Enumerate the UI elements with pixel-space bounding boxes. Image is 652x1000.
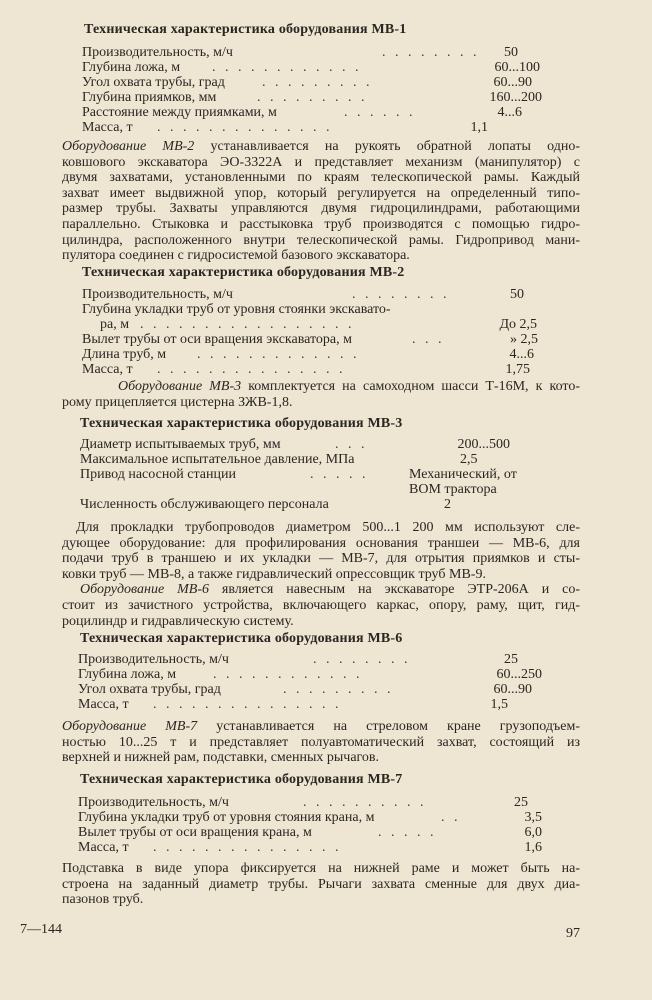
row-value: 60...100 (494, 60, 540, 75)
row-label: Масса, т (78, 697, 129, 712)
mv6-title: Техническая характеристика оборудования МВ-6 (80, 631, 403, 646)
text-line: Для прокладки трубопроводов диаметром 500...1 200 мм используют сле- (76, 520, 580, 535)
row-value: 50 (504, 45, 518, 60)
row-value: 1,75 (505, 362, 530, 377)
row-label: Максимальное испытательное давление, МПа (80, 452, 355, 467)
mv3-title: Техническая характеристика оборудования МВ-3 (80, 416, 403, 431)
text-line: ковшового экскаватора ЭО-3322А и представляет механизм (манипулятор) с (62, 154, 580, 170)
row-label: Численность обслуживающего персонала (80, 497, 329, 512)
row-label: Угол охвата трубы, град (82, 75, 225, 90)
text-line: стоит из зачистного устройства, включающего каркас, опору, раму, щит, гид- (62, 597, 580, 613)
document-page: Техническая характеристика оборудования МВ-1 Производительность, м/ч . . . . . . . . 50 Глубина ложа, м . . . . . . . . . . . . 60...100 Угол охвата трубы, град . . . . . . . . . 60...90 Глубина приямков, мм . . . . . . . . . 160...200 Расстояние между приямками, м . . . . . . 4...6 Масса, т . . . . . . . . . . . . . . 1,1 Оборудование МВ-2 устанавливается на рукоять обратной лопаты одно- ковшового экскаватора ЭО-3322А и представляет механизм (манипулятор) с двумя захватами, установленными по краям телескопической рамы. Каждый захват имеет выдвижной упор, который регулируется на определенный типо- размер трубы. Захваты управляются двумя гидроцилиндрами, работающими параллельно. Стыковка и расстыковка труб производятся с помощью гидро- цилиндра, расположенного внутри телескопической рамы. Гидропривод мани- пулятора соединен с гидросистемой базового экскаватора. Техническая характеристика оборудования МВ-2 Производительность, м/ч . . . . . . . . 50 Глубина укладки труб от уровня стоянки экскавато- ра, м . . . . . . . . . . . . . . . . . До 2,5 Вылет трубы от оси вращения экскаватора, м . . . » 2,5 Длина труб, м . . . . . . . . . . . . . 4...6 Масса, т . . . . . . . . . . . . . . . 1,75 Оборудование МВ-3 комплектуется на самоходном шасси Т-16М, к кото- рому прицепляется цистерна ЗЖВ-1,8. Техническая характеристика оборудования МВ-3 Диаметр испытываемых труб, мм . . . 200...500 Максимальное испытательное давление, МПа 2,5 Привод насосной станции . . . . . Механический, от ВОМ трактора Численность обслуживающего персонала 2 Для прокладки трубопроводов диаметром 500...1 200 мм используют сле- дующее оборудование: для профилирования основания траншеи — МВ-6, для подачи труб в траншею и их укладки — МВ-7, для отрытия приямков и сты- ковки труб — МВ-8, а также гидравлический опрессовщик труб МВ-9. Оборудование МВ-6 является навесным на экскаваторе ЭТР-206А и со- стоит из зачистного устройства, включающего каркас, опору, раму, щит, гид- роцилиндр и гидравлическую систему. Техническая характеристика оборудования МВ-6 Производительность, м/ч . . . . . . . . 25 Глубина ложа, м . . . . . . . . . . . . 60...250 Угол охвата трубы, град . . . . . . . . . 60...90 Масса, т . . . . . . . . . . . . . . . 1,5 Оборудование МВ-7 устанавливается на стреловом кране грузоподъем- ностью 10...25 т и представляет полуавтоматический захват, состоящий из верхней и нижней рам, подставки, сменных рычагов. Техническая характеристика оборудования МВ-7 Производительность, м/ч . . . . . . . . . . 25 Глубина укладки труб от уровня стояния крана, м . . 3,5 Вылет трубы от оси вращения крана, м . . . . . 6,0 Масса, т . . . . . . . . . . . . . . . 1,6 Подставка в виде упора фиксируется на нижней раме и может быть на- строена на заданный диаметр трубы. Рычаги захвата сменные для двух диа- пазонов труб. 7—144 97 (20, 22, 581, 941)
row-value: 4...6 (497, 105, 522, 120)
text-line: верхней и нижней рам, подставки, сменных рычагов. (62, 750, 380, 766)
text-line: двумя захватами, установленными по краям телескопической рамы. Каждый (62, 170, 580, 186)
row-label: Диаметр испытываемых труб, мм (80, 437, 281, 452)
row-value: До 2,5 (499, 317, 537, 332)
row-value: 60...90 (493, 682, 532, 697)
text-line: размер трубы. Захваты управляются двумя гидроцилиндрами, работающими (62, 201, 580, 217)
mv1-title: Техническая характеристика оборудования МВ-1 (84, 22, 407, 37)
text-line: роцилиндр и гидравлическую систему. (62, 613, 294, 629)
italic-term: Оборудование МВ-7 (62, 719, 198, 734)
row-value: 160...200 (489, 90, 542, 105)
row-label: Угол охвата трубы, град (78, 682, 221, 697)
row-value: 25 (514, 795, 528, 810)
text-line: строена на заданный диаметр трубы. Рычаги захвата сменные для двух диа- (62, 876, 580, 892)
row-value: 1,6 (524, 840, 542, 855)
row-value: 6,0 (524, 825, 542, 840)
text-line: цилиндра, расположенного внутри телескопической рамы. Гидропривод мани- (62, 232, 580, 248)
row-value: 60...90 (493, 75, 532, 90)
row-value: ВОМ трактора (409, 482, 497, 497)
text-line: ковки труб — МВ-8, а также гидравлический опрессовщик труб МВ-9. (62, 566, 486, 582)
mv2-title: Техническая характеристика оборудования МВ-2 (82, 265, 405, 280)
row-value: 200...500 (457, 437, 510, 452)
text-line: Подставка в виде упора фиксируется на нижней раме и может быть на- (62, 861, 580, 876)
text-line: пазонов труб. (62, 892, 144, 908)
italic-term: Оборудование МВ-2 (62, 139, 195, 154)
row-value: 2 (444, 497, 451, 512)
paragraph-mv2 (62, 139, 580, 264)
row-label: Привод насосной станции (80, 467, 236, 482)
row-label: Масса, т (78, 840, 129, 855)
row-label: Глубина ложа, м (82, 60, 181, 75)
row-label: Производительность, м/ч (82, 287, 233, 302)
text-line: устанавливается на рукоять обратной лопаты одно- (194, 139, 581, 154)
row-label: Глубина приямков, мм (82, 90, 217, 105)
row-label: Глубина укладки труб от уровня стоянки экскавато- (82, 302, 391, 317)
mv7-title: Техническая характеристика оборудования МВ-7 (80, 772, 403, 787)
paragraph-mv7 (62, 719, 580, 766)
row-label: Масса, т (82, 120, 133, 135)
text-line: рому прицепляется цистерна ЗЖВ-1,8. (62, 394, 293, 410)
row-value: 1,1 (470, 120, 488, 135)
text-line: пулятора соединен с гидросистемой базового экскаватора. (62, 248, 410, 264)
text-line: подачи труб в траншею и их укладки — МВ-7, для отрытия приямков и сты- (62, 551, 580, 567)
row-label: Глубина укладки труб от уровня стояния крана, м (78, 810, 375, 825)
row-value: 3,5 (524, 810, 542, 825)
printer-signature: 7—144 (20, 922, 62, 937)
text-line: устанавливается на стреловом кране грузоподъем- (197, 719, 580, 734)
text-line: дующее оборудование: для профилирования основания траншеи — МВ-6, для (62, 535, 580, 551)
text-line: захват имеет выдвижной упор, который регулируется на определенный типо- (62, 185, 580, 201)
text-line: комплектуется на самоходном шасси Т-16М, к кото- (241, 379, 580, 394)
row-label: Производительность, м/ч (78, 795, 229, 810)
row-value: 1,5 (490, 697, 508, 712)
row-label: ра, м (100, 317, 130, 332)
italic-term: Оборудование МВ-6 (80, 582, 209, 598)
row-label: Глубина ложа, м (78, 667, 177, 682)
italic-term: Оборудование МВ-3 (118, 379, 242, 394)
row-label: Производительность, м/ч (78, 652, 229, 667)
text-line: параллельно. Стыковка и расстыковка труб производятся с помощью гидро- (62, 216, 580, 232)
row-label: Производительность, м/ч (82, 45, 233, 60)
row-value: Механический, от (409, 467, 517, 482)
text-line: является навесным на экскаваторе ЭТР-206А и со- (208, 582, 580, 598)
paragraph-support (62, 861, 580, 908)
row-value: 60...250 (496, 667, 542, 682)
row-value: » 2,5 (510, 332, 538, 347)
row-label: Вылет трубы от оси вращения крана, м (78, 825, 312, 840)
page-number: 97 (566, 926, 580, 941)
row-value: 2,5 (460, 452, 478, 467)
row-label: Вылет трубы от оси вращения экскаватора, м (82, 332, 353, 347)
text-line: ностью 10...25 т и представляет полуавтоматический захват, состоящий из (62, 734, 580, 750)
paragraph-mv6 (62, 520, 580, 629)
row-value: 25 (504, 652, 518, 667)
row-label: Масса, т (82, 362, 133, 377)
row-label: Расстояние между приямками, м (82, 105, 277, 120)
row-label: Длина труб, м (82, 347, 167, 362)
row-value: 4...6 (509, 347, 534, 362)
row-value: 50 (510, 287, 524, 302)
paragraph-mv3 (62, 379, 580, 410)
